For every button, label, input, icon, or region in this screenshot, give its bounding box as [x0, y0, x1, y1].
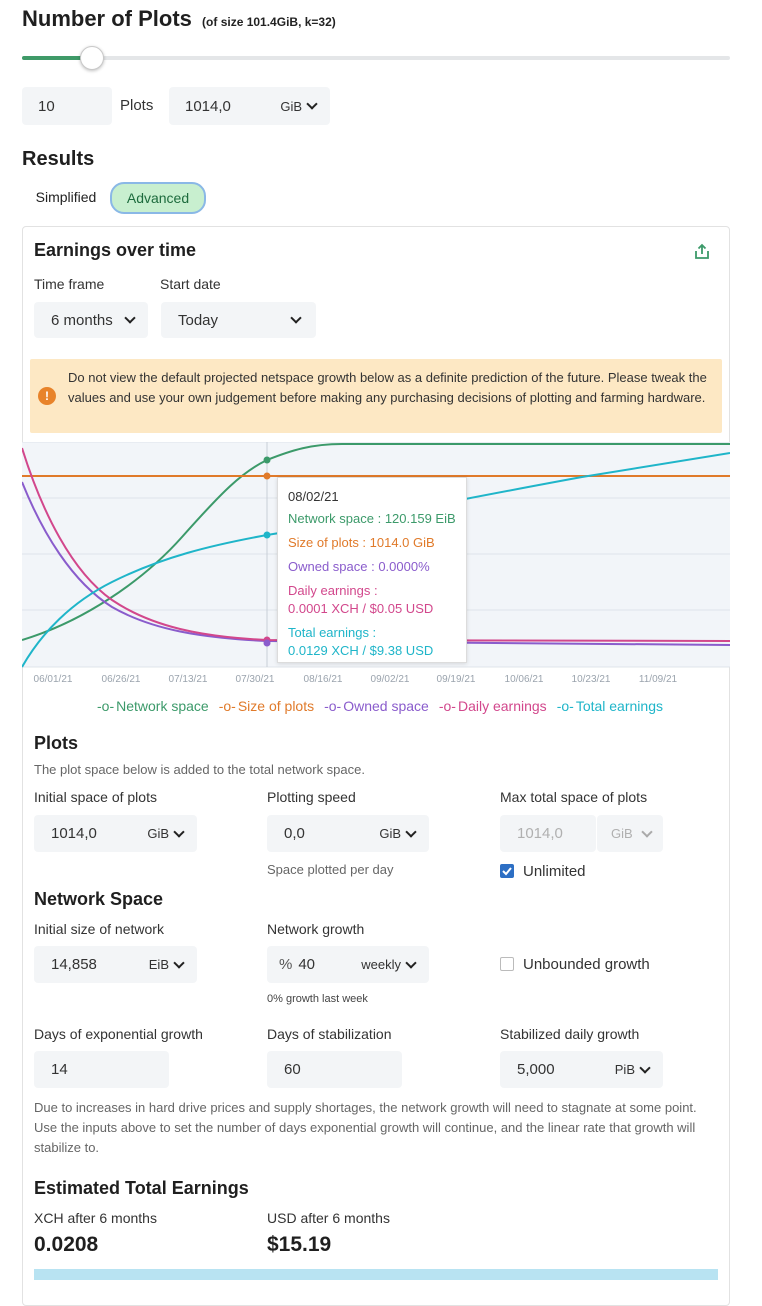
stabilized-growth-unit-select[interactable] — [615, 1062, 649, 1077]
startdate-value: Today — [178, 311, 219, 329]
network-growth-value: 40 — [298, 956, 316, 973]
point-total-earnings — [264, 532, 271, 539]
initial-network-input[interactable] — [34, 946, 197, 983]
initial-network-unit: EiB — [148, 957, 169, 972]
startdate-label: Start date — [160, 276, 221, 292]
timeframe-label: Time frame — [34, 276, 105, 292]
plots-title — [22, 6, 336, 32]
chart-legend — [97, 698, 663, 714]
chevron-down-icon — [639, 1062, 650, 1073]
legend-item-network-space[interactable] — [97, 698, 209, 714]
plotting-speed-unit: GiB — [379, 826, 401, 841]
plotting-speed-label: Plotting speed — [267, 789, 356, 805]
x-tick-label: 09/19/21 — [436, 674, 476, 685]
bottom-banner — [34, 1269, 718, 1280]
initial-plots-unit-select[interactable] — [147, 826, 183, 841]
earnings-title: Earnings over time — [34, 240, 197, 260]
network-growth-input[interactable] — [267, 946, 429, 983]
exp-growth-label: Days of exponential growth — [34, 1026, 203, 1042]
growth-period-select[interactable] — [361, 957, 415, 972]
tooltip-owned-space: Owned space : 0.0000% — [288, 559, 430, 574]
plots-count-label: Plots — [120, 97, 154, 114]
chevron-down-icon — [173, 826, 184, 837]
timeframe-value: 6 months — [51, 311, 113, 329]
tooltip-daily-value: 0.0001 XCH / $0.05 USD — [288, 601, 434, 616]
xch-value: 0.0208 — [34, 1233, 99, 1256]
totals-title: Estimated Total Earnings — [34, 1178, 249, 1198]
max-plots-unit-select — [597, 815, 663, 852]
legend-label: Network space — [116, 698, 209, 714]
unlimited-label: Unlimited — [523, 863, 586, 880]
legend-label: Total earnings — [575, 698, 663, 714]
chevron-down-icon — [405, 826, 416, 837]
legend-item-daily-earnings[interactable] — [439, 698, 547, 714]
chevron-down-icon — [290, 312, 301, 323]
plots-section-title: Plots — [34, 733, 79, 753]
x-tick-label: 06/26/21 — [101, 674, 141, 685]
initial-plots-input[interactable] — [34, 815, 197, 852]
stabilization-input[interactable] — [267, 1051, 402, 1088]
legend-marker-icon: -o- — [556, 698, 574, 714]
network-section-title: Network Space — [34, 889, 164, 909]
legend-marker-icon: -o- — [97, 698, 115, 714]
unbounded-label: Unbounded growth — [523, 956, 650, 973]
plotting-speed-unit-select[interactable] — [379, 826, 415, 841]
point-network-space — [264, 457, 271, 464]
plots-slider-track[interactable] — [22, 56, 730, 60]
max-plots-input — [500, 815, 596, 852]
exp-growth-value: 14 — [51, 1061, 68, 1078]
exp-growth-input[interactable] — [34, 1051, 169, 1088]
x-tick-label: 06/01/21 — [33, 674, 73, 685]
x-tick-label: 10/23/21 — [571, 674, 611, 685]
plots-count-input[interactable] — [22, 87, 112, 125]
stabilized-growth-input[interactable] — [500, 1051, 663, 1088]
plots-size-unit-select[interactable] — [280, 99, 316, 114]
chevron-down-icon — [405, 957, 416, 968]
chart-tooltip — [277, 477, 467, 663]
initial-network-unit-select[interactable] — [149, 957, 183, 972]
initial-network-label: Initial size of network — [34, 921, 164, 937]
usd-label: USD after 6 months — [267, 1210, 390, 1226]
xch-label: XCH after 6 months — [34, 1210, 157, 1226]
network-growth-label: Network growth — [267, 921, 365, 937]
legend-marker-icon: -o- — [218, 698, 236, 714]
plotting-speed-input[interactable] — [267, 815, 429, 852]
plots-size-value: 1014,0 — [185, 97, 231, 115]
max-plots-unit: GiB — [611, 826, 633, 841]
usd-value: $15.19 — [267, 1233, 332, 1256]
max-plots-value: 1014,0 — [517, 825, 563, 842]
tooltip-network-space: Network space : 120.159 EiB — [288, 511, 456, 526]
legend-marker-icon: -o- — [438, 698, 456, 714]
legend-item-total-earnings[interactable] — [557, 698, 663, 714]
legend-item-size-of-plots[interactable] — [219, 698, 314, 714]
unbounded-checkbox[interactable] — [500, 957, 514, 971]
unlimited-checkbox[interactable] — [500, 864, 514, 878]
share-icon[interactable] — [692, 242, 712, 262]
stabilization-label: Days of stabilization — [267, 1026, 392, 1042]
x-tick-label: 07/30/21 — [235, 674, 275, 685]
plots-slider-thumb[interactable] — [80, 46, 104, 70]
checkmark-icon — [500, 864, 514, 878]
stabilized-growth-value: 5,000 — [517, 1061, 555, 1078]
growth-percent-prefix: % — [279, 956, 293, 973]
x-tick-label: 07/13/21 — [168, 674, 208, 685]
chevron-down-icon — [306, 98, 317, 109]
legend-label: Owned space — [343, 698, 429, 714]
point-owned-space — [264, 640, 271, 647]
tooltip-daily-label: Daily earnings : — [288, 583, 378, 598]
legend-marker-icon: -o- — [324, 698, 342, 714]
point-size-of-plots — [264, 473, 271, 480]
legend-item-owned-space[interactable] — [324, 698, 429, 714]
tooltip-size-of-plots: Size of plots : 1014.0 GiB — [288, 535, 435, 550]
initial-plots-value: 1014,0 — [51, 825, 97, 842]
chevron-down-icon — [641, 826, 652, 837]
results-title: Results — [22, 148, 95, 170]
tooltip-date: 08/02/21 — [288, 489, 339, 504]
plots-size-subtitle: (of size 101.4GiB, k=32) — [202, 15, 336, 29]
startdate-select[interactable] — [161, 302, 316, 338]
tab-simplified[interactable]: Simplified — [35, 189, 97, 205]
stabilization-value: 60 — [284, 1061, 301, 1078]
x-tick-label: 09/02/21 — [370, 674, 410, 685]
plotting-speed-hint: Space plotted per day — [267, 862, 394, 877]
chevron-down-icon — [124, 312, 135, 323]
legend-label: Daily earnings — [457, 698, 547, 714]
initial-plots-unit: GiB — [147, 826, 169, 841]
tooltip-total-label: Total earnings : — [288, 625, 377, 640]
timeframe-select[interactable] — [34, 302, 148, 338]
growth-hint: 0% growth last week — [267, 993, 368, 1005]
plots-count-value: 10 — [38, 97, 55, 115]
max-plots-label: Max total space of plots — [500, 789, 648, 805]
x-tick-label: 11/09/21 — [638, 674, 678, 685]
x-tick-label: 08/16/21 — [303, 674, 343, 685]
initial-plots-label: Initial space of plots — [34, 789, 157, 805]
tab-advanced[interactable]: Advanced — [110, 182, 206, 214]
warning-text: Do not view the default projected netspace growth below as a definite prediction of the future. Please tweak the values and use your own judgement before making any purchasing decisions of plotting and farming hardware. — [68, 370, 707, 405]
warning-icon: ! — [38, 387, 56, 405]
network-growth-note: Due to increases in hard drive prices and supply shortages, the network growth will need to stagnate at some point. Use the inputs above to set the number of days exponential growth will continue, and the linear rate that growth will stabilize to. — [34, 1100, 697, 1155]
legend-label: Size of plots — [237, 698, 315, 714]
plots-title-text: Number of Plots — [22, 6, 192, 31]
plots-size-unit: GiB — [280, 98, 302, 114]
plotting-speed-value: 0,0 — [284, 825, 305, 842]
initial-network-value: 14,858 — [51, 956, 97, 973]
x-tick-label: 10/06/21 — [504, 674, 544, 685]
chevron-down-icon — [173, 957, 184, 968]
growth-period: weekly — [361, 957, 401, 972]
stabilized-growth-unit: PiB — [614, 1062, 635, 1077]
tooltip-total-value: 0.0129 XCH / $9.38 USD — [288, 643, 434, 658]
plots-section-description: The plot space below is added to the total network space. — [34, 762, 365, 777]
plots-size-input[interactable] — [169, 87, 330, 125]
stabilized-growth-label: Stabilized daily growth — [500, 1026, 640, 1042]
